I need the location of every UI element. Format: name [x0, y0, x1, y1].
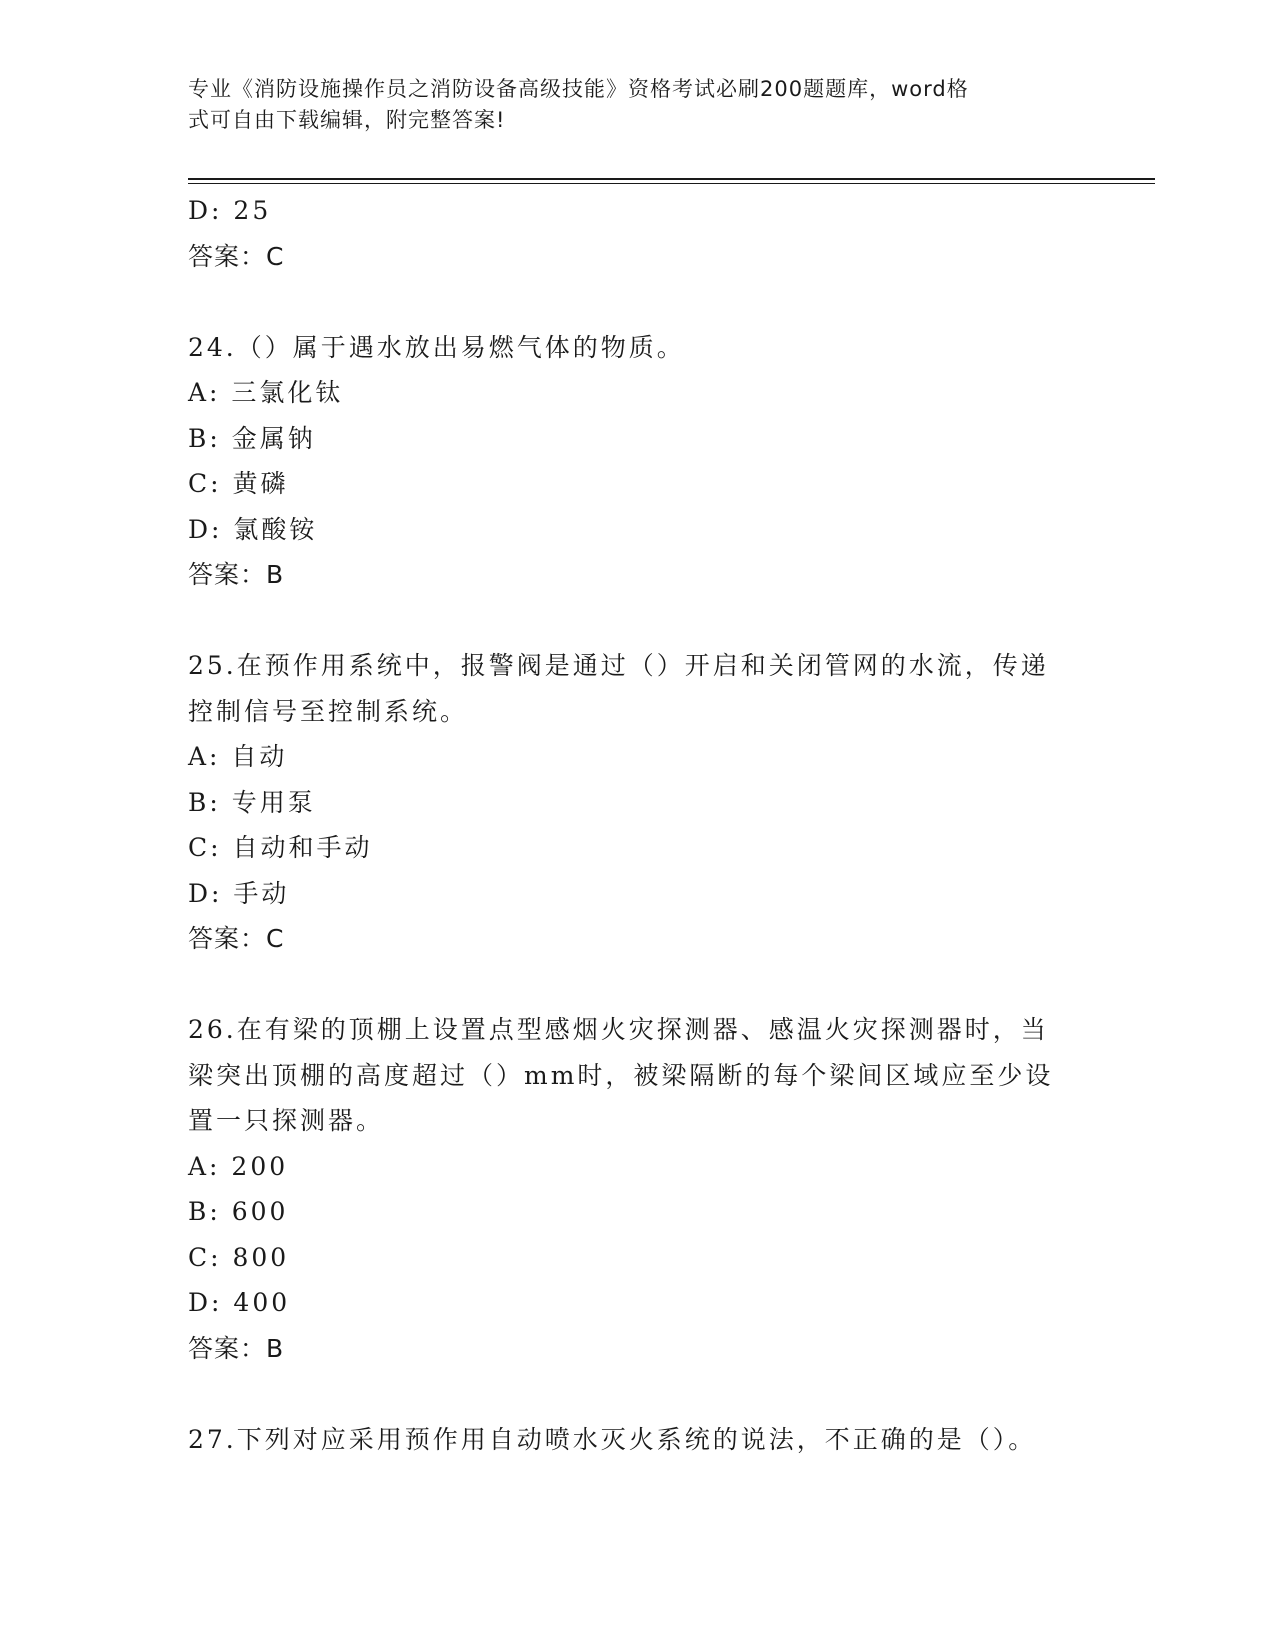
question-26-stem-cont: 置一只探测器。 — [188, 1106, 385, 1135]
option-c: C: 黄磷 — [188, 469, 289, 498]
option-c: C: 800 — [188, 1242, 290, 1272]
option-a: A: 三氯化钛 — [188, 378, 344, 407]
document-header — [188, 74, 1068, 136]
question-list — [188, 188, 1088, 1462]
answer-line: 答案：B — [188, 1333, 285, 1363]
option-b: B: 金属钠 — [188, 423, 316, 453]
option-d: D: 400 — [188, 1288, 291, 1317]
spacer — [188, 962, 1088, 1008]
option-b: B: 专用泵 — [188, 787, 316, 817]
question-24-stem: 24.（）属于遇水放出易燃气体的物质。 — [188, 332, 685, 362]
answer-line: 答案：C — [188, 241, 285, 271]
spacer — [188, 1371, 1088, 1417]
answer-line: 答案：C — [188, 924, 285, 953]
option-b: B: 600 — [188, 1197, 289, 1226]
question-25-stem: 25.在预作用系统中，报警阀是通过（）开启和关闭管网的水流，传递 — [188, 651, 1049, 680]
spacer — [188, 279, 1088, 325]
question-25-stem-cont: 控制信号至控制系统。 — [188, 696, 469, 726]
header-line-2: 式可自由下载编辑，附完整答案! — [188, 108, 506, 132]
header-rule-thick — [188, 178, 1155, 180]
option-d: D: 氯酸铵 — [188, 514, 318, 544]
option-d: D: 手动 — [188, 878, 290, 908]
question-27-stem: 27.下列对应采用预作用自动喷水灭火系统的说法，不正确的是（）。 — [188, 1424, 1037, 1454]
question-26-stem-cont: 梁突出顶棚的高度超过（）mm时，被梁隔断的每个梁间区域应至少设 — [188, 1060, 1054, 1090]
option-a: A: 自动 — [188, 742, 288, 771]
header-line-1: 专业《消防设施操作员之消防设备高级技能》资格考试必刷200题题库，word格 — [188, 77, 969, 101]
spacer — [188, 598, 1088, 644]
option-a: A: 200 — [188, 1151, 289, 1181]
question-26-stem: 26.在有梁的顶棚上设置点型感烟火灾探测器、感温火灾探测器时，当 — [188, 1015, 1049, 1044]
answer-line: 答案：B — [188, 560, 285, 589]
option-d: D: 25 — [188, 196, 272, 225]
option-c: C: 自动和手动 — [188, 833, 373, 862]
header-rule-thin — [188, 183, 1155, 184]
